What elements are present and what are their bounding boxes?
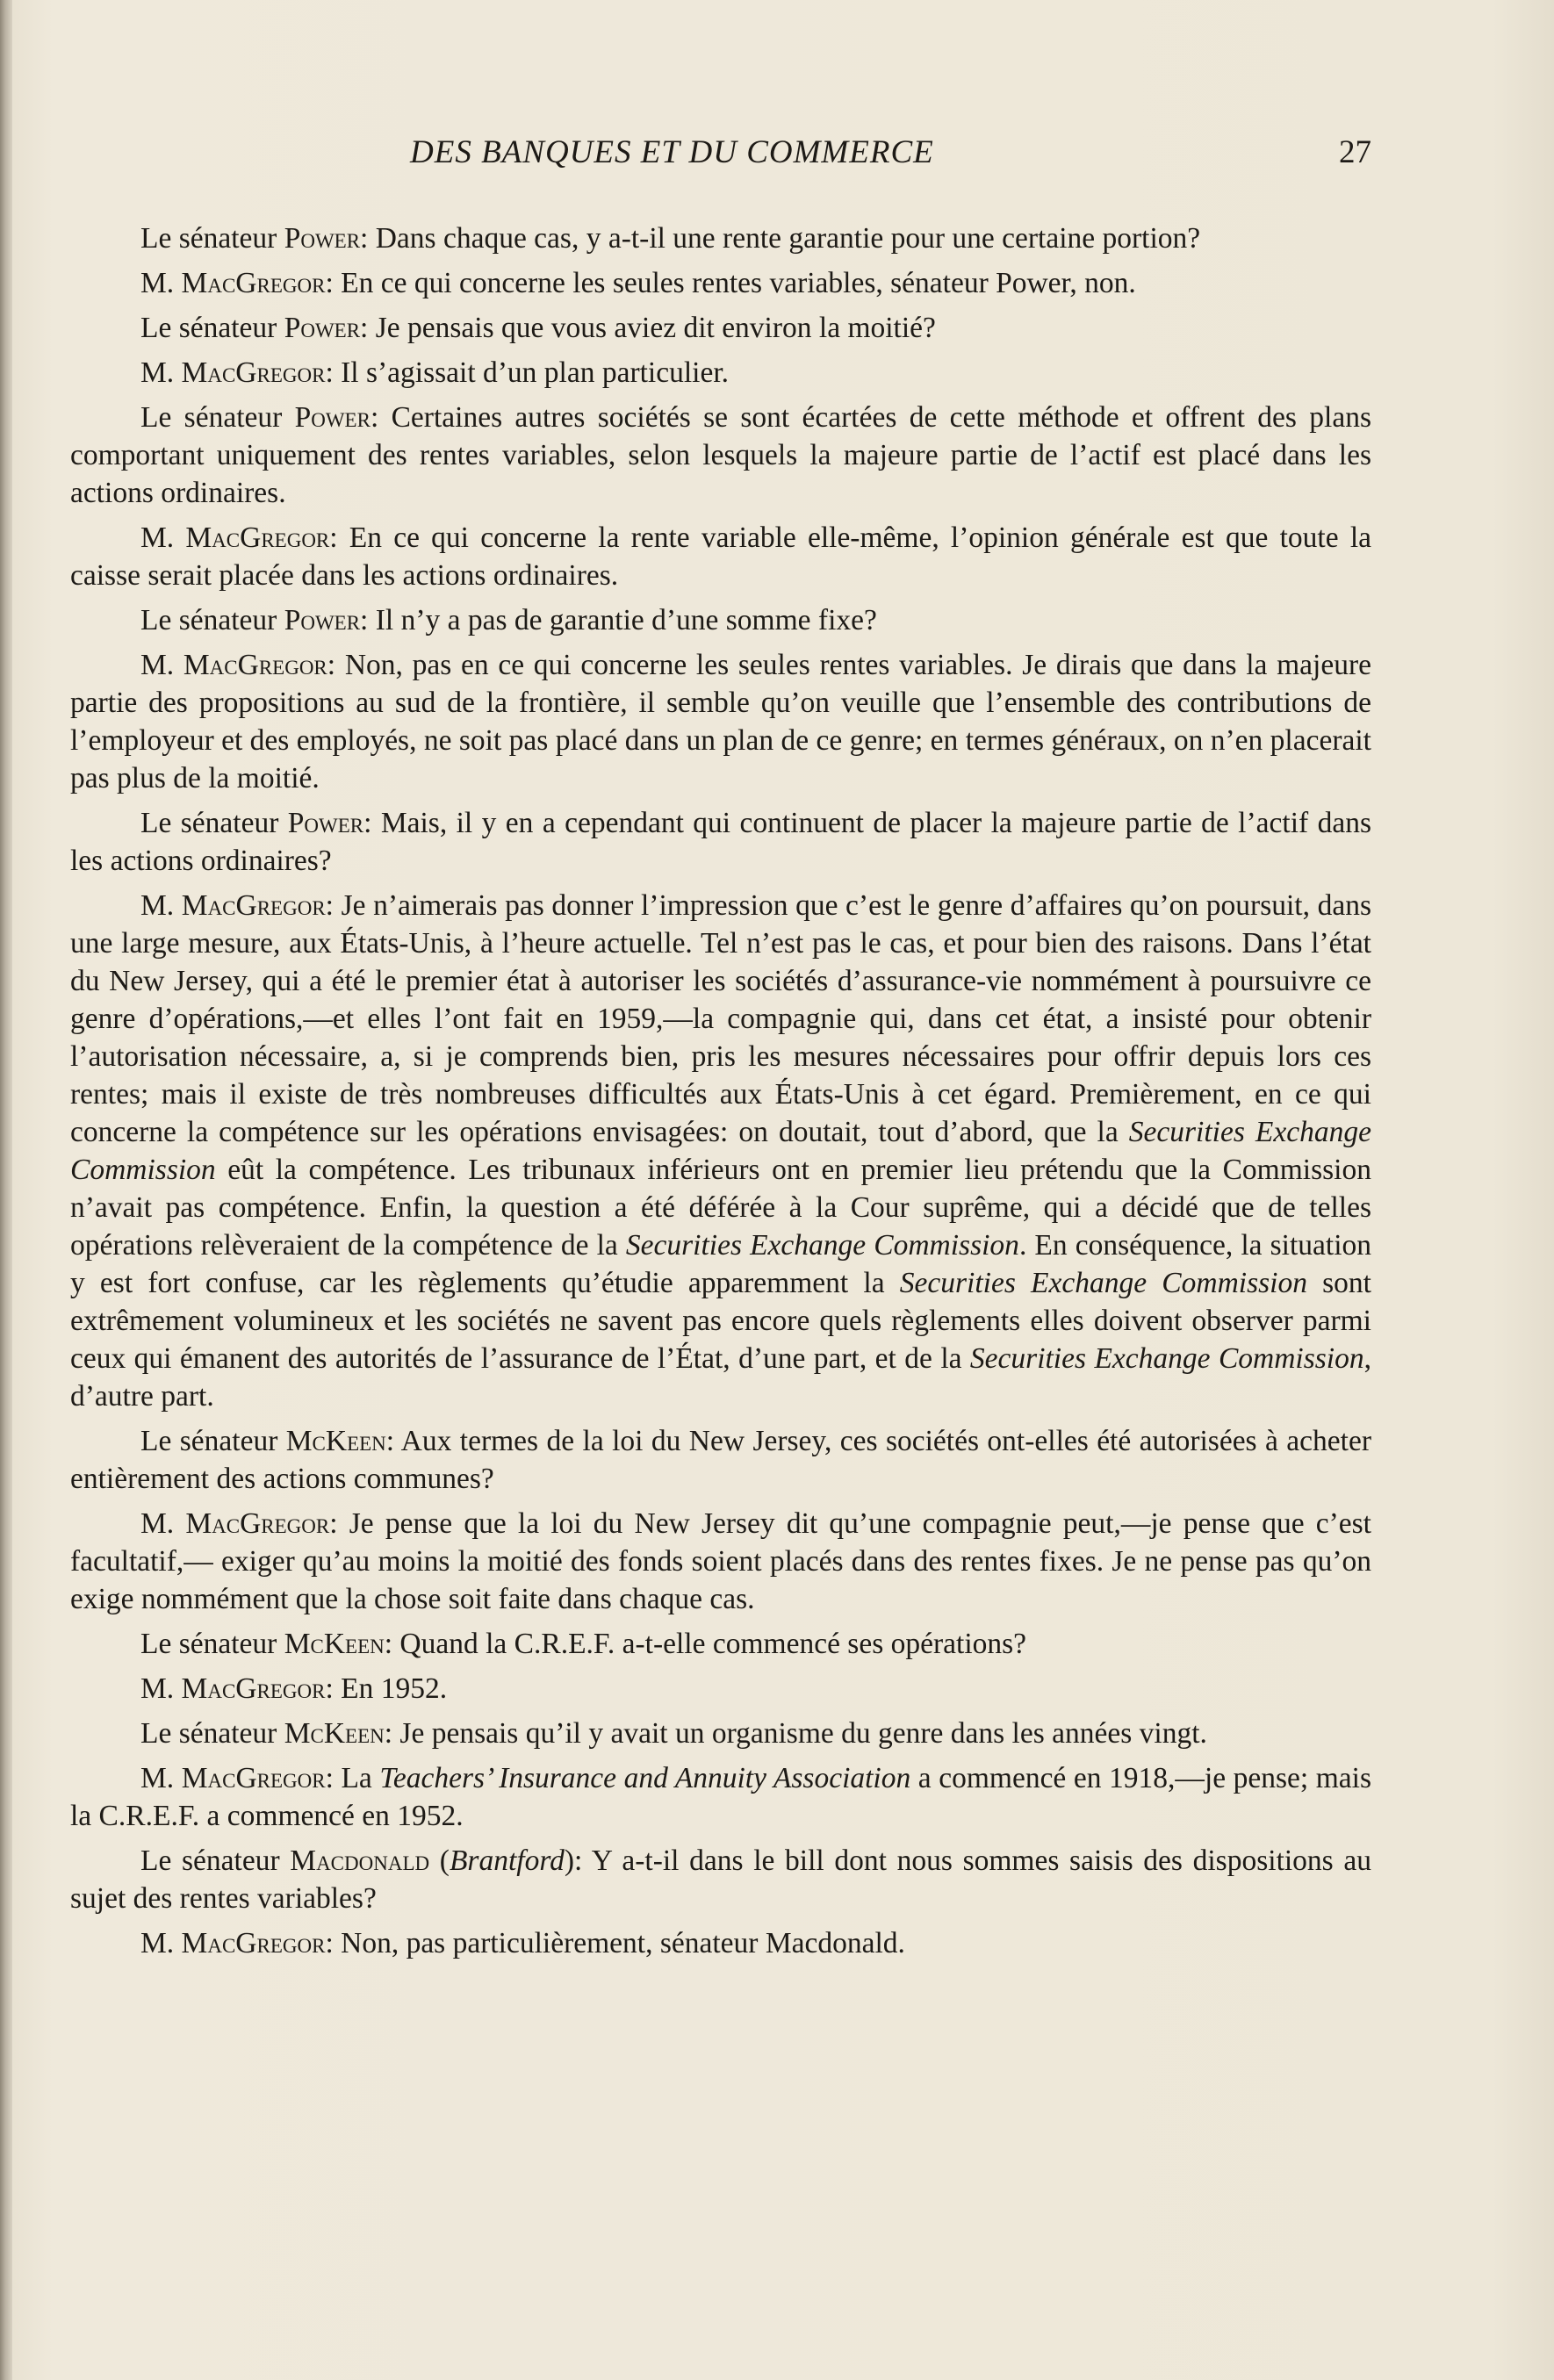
speaker-name: MacGregor [181,1927,326,1959]
speaker-name: McKeen [284,1628,385,1660]
paragraph: Le sénateur Power: Il n’y a pas de garantie d’une somme fixe? [140,604,877,636]
page-header [70,133,1371,183]
italic-term: Brantford [449,1844,565,1877]
italic-term: Teachers’ Insurance and Annuity Association [379,1762,911,1794]
italic-term: Securities Exchange Commission [70,1116,1371,1186]
paragraph: M. MacGregor: Il s’agissait d’un plan particulier. [140,356,730,389]
paragraph: M. MacGregor: Je pense que la loi du New Jersey dit qu’une compagnie peut,—je pense que c’est facultatif,— exiger qu’au moins la moitié des fonds soient placés dans des rentes fixes. Je ne pense pas qu’on exige nommément que la chose soit faite dans chaque cas. [70,1507,1371,1615]
paragraph: Le sénateur Power: Dans chaque cas, y a-t-il une rente garantie pour une certaine portion? [140,222,1201,255]
paragraph: M. MacGregor: Non, pas particulièrement, sénateur Macdonald. [140,1927,905,1959]
paragraph: Le sénateur McKeen: Quand la C.R.E.F. a-t-elle commencé ses opérations? [140,1628,1027,1660]
transcript-body [70,219,1371,1969]
speaker-name: MacGregor [181,889,326,922]
speaker-name: Power [284,604,361,636]
speaker-name: Power [284,222,361,255]
page-number: 27 [1339,134,1371,170]
running-title: DES BANQUES ET DU COMMERCE [410,134,934,170]
speaker-name: MacGregor [185,521,330,554]
speaker-name: MacGregor [181,267,326,299]
italic-term: Securities Exchange Commission [969,1342,1364,1375]
paragraph: M. MacGregor: La Teachers’ Insurance and Annuity Association a commencé en 1918,—je pense; mais la C.R.E.F. a commencé en 1952. [70,1762,1372,1832]
speaker-name: MacGregor [181,1762,326,1794]
paragraph: Le sénateur Power: Je pensais que vous aviez dit environ la moitié? [140,312,936,344]
speaker-name: MacGregor [181,356,326,389]
speaker-name: Power [287,807,364,839]
speaker-name: MacGregor [183,649,327,681]
paragraph: Le sénateur Macdonald (Brantford): Y a-t-il dans le bill dont nous sommes saisis des dispositions au sujet des rentes variables? [70,1844,1371,1915]
paragraph: M. MacGregor: En 1952. [140,1672,448,1705]
paragraph: Le sénateur Power: Certaines autres sociétés se sont écartées de cette méthode et offrent des plans comportant uniquement des rentes variables, selon lesquels la majeure partie de l’actif est placé dans les actions ordinaires. [70,401,1371,509]
speaker-name: McKeen [285,1425,386,1457]
paragraph: M. MacGregor: Je n’aimerais pas donner l’impression que c’est le genre d’affaires qu’on poursuit, dans une large mesure, aux États-Unis, à l’heure actuelle. Tel n’est pas le cas, et pour bien des raisons. Dans l’état du New Jersey, qui a été le premier état à autoriser les sociétés d’assurance-vie nommément à poursuivre ce genre d’opérations,—et elles l’ont fait en 1959,—la compagnie qui, dans cet état, a insisté pour obtenir l’autorisation nécessaire, a, si je comprends bien, pris les mesures nécessaires pour offrir depuis lors ces rentes; mais il existe de très nombreuses difficultés aux États-Unis à cet égard. Premièrement, en ce qui concerne la compétence sur les opérations envisagées: on doutait, tout d’abord, que la Securities Exchange Commission eût la compétence. Les tribunaux inférieurs ont en premier lieu prétendu que la Commission n’avait pas compétence. Enfin, la question a été déférée à la Cour suprême, qui a décidé que de telles opérations relèveraient de la compétence de la Securities Exchange Commission. En conséquence, la situation y est fort confuse, car les règlements qu’étudie apparemment la Securities Exchange Commission sont extrêmement volumineux et les sociétés ne savent pas encore quels règlements elles doivent observer parmi ceux qui émanent des autorités de l’assurance de l’État, d’une part, et de la Securities Exchange Commission, d’autre part. [70,889,1371,1413]
italic-term: Securities Exchange Commission [899,1267,1307,1299]
page-binding-edge [0,0,12,2380]
speaker-name: Power [284,312,361,344]
paragraph: M. MacGregor: En ce qui concerne la rente variable elle-même, l’opinion générale est que toute la caisse serait placée dans les actions ordinaires. [70,521,1371,592]
speaker-name: Macdonald [290,1844,430,1877]
italic-term: Securities Exchange Commission [625,1229,1019,1262]
paragraph: Le sénateur McKeen: Aux termes de la loi du New Jersey, ces sociétés ont-elles été autorisées à acheter entièrement des actions communes? [70,1425,1371,1495]
speaker-name: MacGregor [181,1672,326,1705]
speaker-name: MacGregor [185,1507,330,1540]
speaker-name: McKeen [284,1717,385,1750]
paragraph: Le sénateur Power: Mais, il y en a cependant qui continuent de placer la majeure partie de l’actif dans les actions ordinaires? [70,807,1371,877]
paragraph: M. MacGregor: En ce qui concerne les seules rentes variables, sénateur Power, non. [140,267,1136,299]
paragraph: M. MacGregor: Non, pas en ce qui concerne les seules rentes variables. Je dirais que dans la majeure partie des propositions au sud de la frontière, il semble qu’on veuille que l’ensemble des contributions de l’employeur et des employés, ne soit pas placé dans un plan de ce genre; en termes généraux, on n’en placerait pas plus de la moitié. [70,649,1371,795]
paragraph: Le sénateur McKeen: Je pensais qu’il y avait un organisme du genre dans les années vingt. [140,1717,1207,1750]
speaker-name: Power [294,401,371,434]
